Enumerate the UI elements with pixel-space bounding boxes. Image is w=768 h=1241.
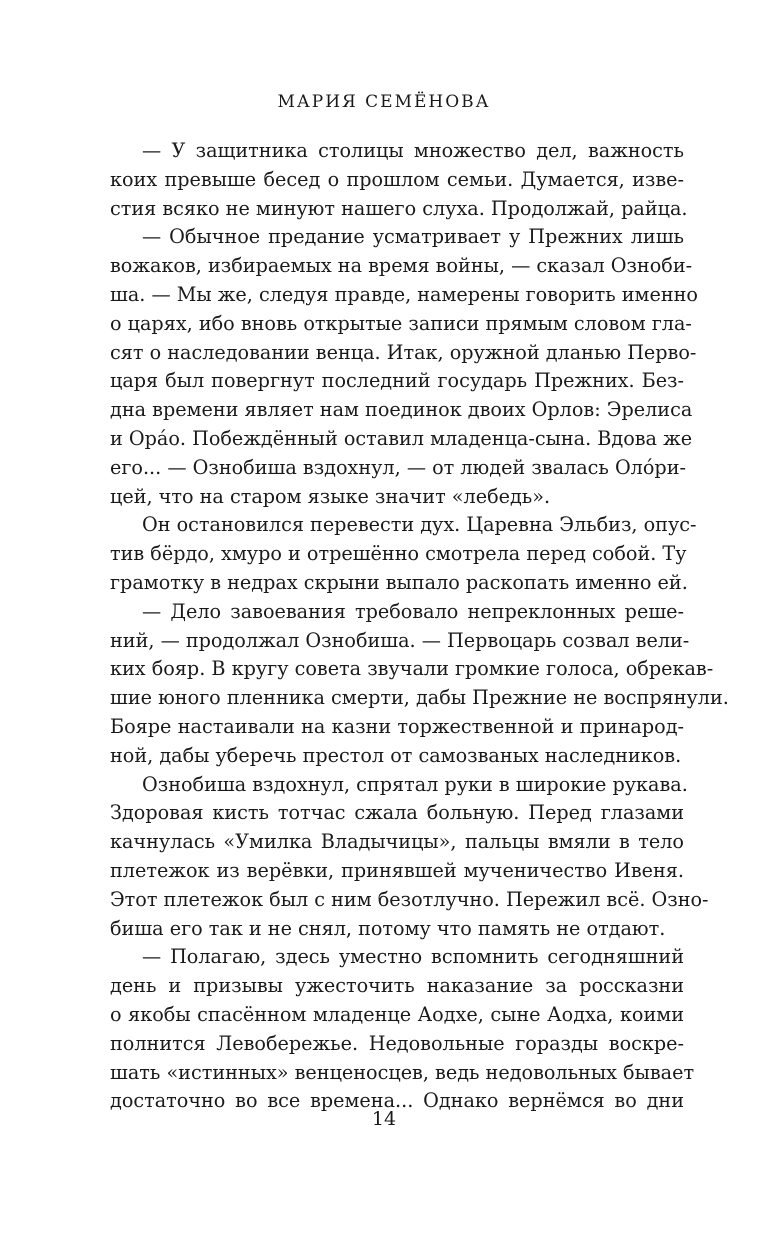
text-line: день и призывы ужесточить наказание за россказни bbox=[110, 974, 684, 998]
text-line: дна времени являет нам поединок двоих Орлов: Эрелиса bbox=[110, 398, 693, 422]
text-line: и Орáо. Побеждённый оставил младенца-сына. Вдова же bbox=[110, 426, 693, 450]
paragraph bbox=[110, 771, 709, 944]
running-head: МАРИЯ СЕМЁНОВА bbox=[277, 92, 491, 112]
text-line: шие юного пленника смерти, дабы Прежние не воспрянули. bbox=[110, 686, 729, 710]
body-text bbox=[110, 137, 729, 1116]
text-line: Он остановился перевести дух. Царевна Эльбиз, опус- bbox=[142, 513, 697, 537]
text-line: его... — Ознобиша вздохнул, — от людей звалась Олóри- bbox=[110, 455, 686, 479]
text-line: вожаков, избираемых на время войны, — сказал Озноби- bbox=[110, 254, 693, 278]
paragraph bbox=[110, 511, 697, 597]
text-line: цей, что на старом языке значит «лебедь». bbox=[110, 484, 551, 508]
text-line: Здоровая кисть тотчас сжала больную. Перед глазами bbox=[110, 801, 684, 825]
text-line: — У защитника столицы множество дел, важность bbox=[142, 139, 684, 162]
text-line: о якобы спасённом младенце Аодхе, сыне Аодха, коими bbox=[110, 1002, 684, 1026]
text-line: качнулась «Умилка Владычицы», пальцы вмяли в тело bbox=[110, 830, 684, 854]
text-line: шать «истинных» венценосцев, ведь недовольных бывает bbox=[110, 1060, 695, 1084]
paragraph bbox=[110, 137, 688, 223]
text-line: Этот плетежок был с ним безотлучно. Пережил всё. Озно- bbox=[110, 887, 709, 911]
text-line: ких бояр. В кругу совета звучали громкие голоса, обрекав- bbox=[110, 657, 714, 681]
text-line: полнится Левобережье. Недовольные горазды воскре- bbox=[110, 1031, 684, 1055]
text-line: грамотку в недрах скрыни выпало раскопать именно ей. bbox=[110, 570, 688, 594]
paragraph bbox=[110, 223, 698, 511]
text-line: ний, — продолжал Ознобиша. — Первоцарь созвал вели- bbox=[110, 628, 690, 652]
text-line: сят о наследовании венца. Итак, оружной дланью Перво- bbox=[110, 340, 697, 364]
text-line: царя был повергнут последний государь Прежних. Без- bbox=[110, 369, 684, 393]
text-line: коих превыше бесед о прошлом семьи. Думается, изве- bbox=[110, 167, 684, 191]
text-line: достаточно во все времена... Однако вернёмся во дни bbox=[110, 1089, 684, 1113]
text-line: тив бёрдо, хмуро и отрешённо смотрела перед собой. Ту bbox=[110, 542, 687, 566]
text-line: Бояре настаивали на казни торжественной и принарод- bbox=[110, 714, 684, 738]
text-line: плетежок из верёвки, принявшей мученичество Ивеня. bbox=[110, 858, 684, 882]
page-number: 14 bbox=[371, 1108, 397, 1130]
text-line: ша. — Мы же, следуя правде, намерены говорить именно bbox=[110, 282, 698, 306]
text-line: стия всяко не минуют нашего слуха. Продолжай, райца. bbox=[110, 196, 688, 220]
text-line: Ознобиша вздохнул, спрятал руки в широкие рукава. bbox=[142, 772, 688, 796]
paragraph bbox=[110, 598, 729, 771]
paragraph bbox=[110, 943, 695, 1116]
text-line: — Полагаю, здесь уместно вспомнить сегодняшний bbox=[142, 945, 684, 969]
text-line: — Дело завоевания требовало непреклонных реше- bbox=[142, 599, 684, 623]
text-line: биша его так и не снял, потому что память не отдают. bbox=[110, 916, 666, 940]
text-line: о царях, ибо вновь открытые записи прямым словом гла- bbox=[110, 311, 692, 335]
text-line: — Обычное предание усматривает у Прежних лишь bbox=[142, 225, 684, 249]
text-line: ной, дабы уберечь престол от самозваных наследников. bbox=[110, 743, 682, 767]
